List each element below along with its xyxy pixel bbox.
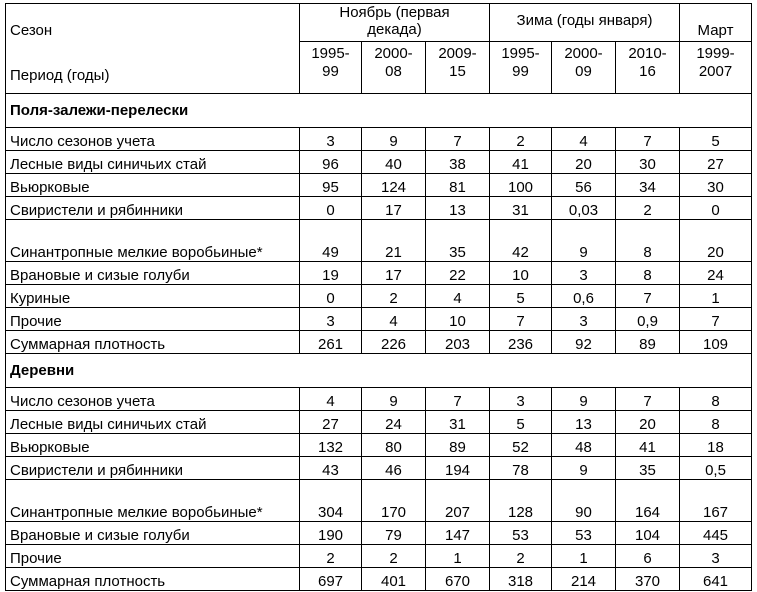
value-cell: 8 (616, 262, 680, 285)
section-title: Поля-залежи-перелески (6, 94, 752, 128)
value-cell: 3 (552, 262, 616, 285)
value-cell: 2 (362, 545, 426, 568)
value-cell: 0,5 (680, 457, 752, 480)
value-cell: 5 (680, 128, 752, 151)
section-row (6, 94, 752, 128)
value-cell: 2 (300, 545, 362, 568)
value-cell: 0 (300, 197, 362, 220)
value-cell: 31 (490, 197, 552, 220)
value-cell: 96 (300, 151, 362, 174)
value-cell: 104 (616, 522, 680, 545)
value-cell: 8 (616, 220, 680, 262)
value-cell: 6 (616, 545, 680, 568)
value-cell: 128 (490, 480, 552, 522)
value-cell: 100 (490, 174, 552, 197)
value-cell: 89 (426, 434, 490, 457)
value-cell: 203 (426, 331, 490, 354)
value-cell: 7 (680, 308, 752, 331)
row-label: Врановые и сизые голуби (6, 262, 300, 285)
period-header: 2000-08 (362, 42, 426, 94)
value-cell: 318 (490, 568, 552, 591)
value-cell: 7 (616, 285, 680, 308)
value-cell: 132 (300, 434, 362, 457)
row-label: Суммарная плотность (6, 331, 300, 354)
value-cell: 35 (426, 220, 490, 262)
value-cell: 236 (490, 331, 552, 354)
value-cell: 370 (616, 568, 680, 591)
value-cell: 214 (552, 568, 616, 591)
value-cell: 3 (300, 308, 362, 331)
period-header: 2009-15 (426, 42, 490, 94)
value-cell: 226 (362, 331, 426, 354)
table-row (6, 220, 752, 262)
value-cell: 17 (362, 197, 426, 220)
value-cell: 92 (552, 331, 616, 354)
value-cell: 95 (300, 174, 362, 197)
row-label: Лесные виды синичьих стай (6, 411, 300, 434)
value-cell: 22 (426, 262, 490, 285)
table-row (6, 331, 752, 354)
value-cell: 3 (552, 308, 616, 331)
period-label: Период (годы) (10, 67, 110, 84)
value-cell: 30 (680, 174, 752, 197)
value-cell: 7 (616, 128, 680, 151)
value-cell: 3 (490, 388, 552, 411)
value-cell: 445 (680, 522, 752, 545)
row-label: Свиристели и рябинники (6, 197, 300, 220)
value-cell: 78 (490, 457, 552, 480)
value-cell: 7 (426, 128, 490, 151)
value-cell: 7 (490, 308, 552, 331)
value-cell: 190 (300, 522, 362, 545)
row-label: Число сезонов учета (6, 128, 300, 151)
section-row (6, 354, 752, 388)
value-cell: 304 (300, 480, 362, 522)
value-cell: 194 (426, 457, 490, 480)
row-label: Синантропные мелкие воробьиные* (6, 480, 300, 522)
value-cell: 401 (362, 568, 426, 591)
value-cell: 35 (616, 457, 680, 480)
table-row (6, 151, 752, 174)
header-corner-cell (6, 4, 300, 94)
value-cell: 52 (490, 434, 552, 457)
value-cell: 90 (552, 480, 616, 522)
value-cell: 2 (616, 197, 680, 220)
period-header: 1995-99 (490, 42, 552, 94)
value-cell: 38 (426, 151, 490, 174)
value-cell: 0 (300, 285, 362, 308)
row-label: Лесные виды синичьих стай (6, 151, 300, 174)
value-cell: 13 (426, 197, 490, 220)
value-cell: 31 (426, 411, 490, 434)
value-cell: 81 (426, 174, 490, 197)
value-cell: 109 (680, 331, 752, 354)
value-cell: 24 (680, 262, 752, 285)
period-header: 2000-09 (552, 42, 616, 94)
value-cell: 9 (552, 388, 616, 411)
value-cell: 89 (616, 331, 680, 354)
value-cell: 30 (616, 151, 680, 174)
value-cell: 49 (300, 220, 362, 262)
table-row (6, 197, 752, 220)
value-cell: 8 (680, 411, 752, 434)
row-label: Прочие (6, 308, 300, 331)
value-cell: 41 (490, 151, 552, 174)
value-cell: 7 (426, 388, 490, 411)
table-row (6, 434, 752, 457)
value-cell: 40 (362, 151, 426, 174)
table-row (6, 285, 752, 308)
value-cell: 48 (552, 434, 616, 457)
table-row (6, 262, 752, 285)
row-label: Куриные (6, 285, 300, 308)
period-header: 2010-16 (616, 42, 680, 94)
value-cell: 4 (552, 128, 616, 151)
header-row-groups (6, 4, 752, 42)
value-cell: 4 (300, 388, 362, 411)
value-cell: 13 (552, 411, 616, 434)
value-cell: 8 (680, 388, 752, 411)
value-cell: 56 (552, 174, 616, 197)
value-cell: 1 (552, 545, 616, 568)
value-cell: 5 (490, 285, 552, 308)
value-cell: 261 (300, 331, 362, 354)
value-cell: 164 (616, 480, 680, 522)
value-cell: 18 (680, 434, 752, 457)
value-cell: 34 (616, 174, 680, 197)
value-cell: 2 (490, 128, 552, 151)
value-cell: 147 (426, 522, 490, 545)
value-cell: 21 (362, 220, 426, 262)
section-title: Деревни (6, 354, 752, 388)
value-cell: 0,03 (552, 197, 616, 220)
value-cell: 46 (362, 457, 426, 480)
value-cell: 27 (680, 151, 752, 174)
value-cell: 2 (490, 545, 552, 568)
value-cell: 20 (616, 411, 680, 434)
table-row (6, 545, 752, 568)
table-row (6, 568, 752, 591)
value-cell: 1 (426, 545, 490, 568)
value-cell: 79 (362, 522, 426, 545)
row-label: Врановые и сизые голуби (6, 522, 300, 545)
table-row (6, 480, 752, 522)
value-cell: 80 (362, 434, 426, 457)
row-label: Число сезонов учета (6, 388, 300, 411)
row-label: Прочие (6, 545, 300, 568)
value-cell: 43 (300, 457, 362, 480)
table-row (6, 522, 752, 545)
period-header: 1995-99 (300, 42, 362, 94)
value-cell: 641 (680, 568, 752, 591)
density-table (5, 3, 752, 591)
table-row (6, 457, 752, 480)
value-cell: 27 (300, 411, 362, 434)
value-cell: 53 (552, 522, 616, 545)
value-cell: 670 (426, 568, 490, 591)
row-label: Суммарная плотность (6, 568, 300, 591)
value-cell: 170 (362, 480, 426, 522)
value-cell: 9 (552, 220, 616, 262)
value-cell: 4 (362, 308, 426, 331)
value-cell: 167 (680, 480, 752, 522)
row-label: Вьюрковые (6, 434, 300, 457)
table-row (6, 128, 752, 151)
row-label: Свиристели и рябинники (6, 457, 300, 480)
value-cell: 53 (490, 522, 552, 545)
value-cell: 0,9 (616, 308, 680, 331)
row-label: Вьюрковые (6, 174, 300, 197)
table-row (6, 174, 752, 197)
value-cell: 697 (300, 568, 362, 591)
group-header-november: Ноябрь (первая декада) (300, 4, 490, 42)
value-cell: 207 (426, 480, 490, 522)
value-cell: 3 (680, 545, 752, 568)
value-cell: 17 (362, 262, 426, 285)
value-cell: 3 (300, 128, 362, 151)
table-row (6, 411, 752, 434)
value-cell: 19 (300, 262, 362, 285)
value-cell: 0,6 (552, 285, 616, 308)
value-cell: 20 (552, 151, 616, 174)
value-cell: 9 (362, 128, 426, 151)
value-cell: 5 (490, 411, 552, 434)
table-row (6, 308, 752, 331)
group-header-march: Март (680, 4, 752, 42)
row-label: Синантропные мелкие воробьиные* (6, 220, 300, 262)
value-cell: 41 (616, 434, 680, 457)
value-cell: 0 (680, 197, 752, 220)
table-row (6, 388, 752, 411)
group-header-winter: Зима (годы января) (490, 4, 680, 42)
value-cell: 42 (490, 220, 552, 262)
value-cell: 4 (426, 285, 490, 308)
value-cell: 24 (362, 411, 426, 434)
value-cell: 10 (490, 262, 552, 285)
season-label: Сезон (10, 22, 53, 39)
value-cell: 9 (362, 388, 426, 411)
value-cell: 9 (552, 457, 616, 480)
value-cell: 10 (426, 308, 490, 331)
value-cell: 1 (680, 285, 752, 308)
period-header: 1999-2007 (680, 42, 752, 94)
value-cell: 124 (362, 174, 426, 197)
value-cell: 2 (362, 285, 426, 308)
value-cell: 7 (616, 388, 680, 411)
value-cell: 20 (680, 220, 752, 262)
